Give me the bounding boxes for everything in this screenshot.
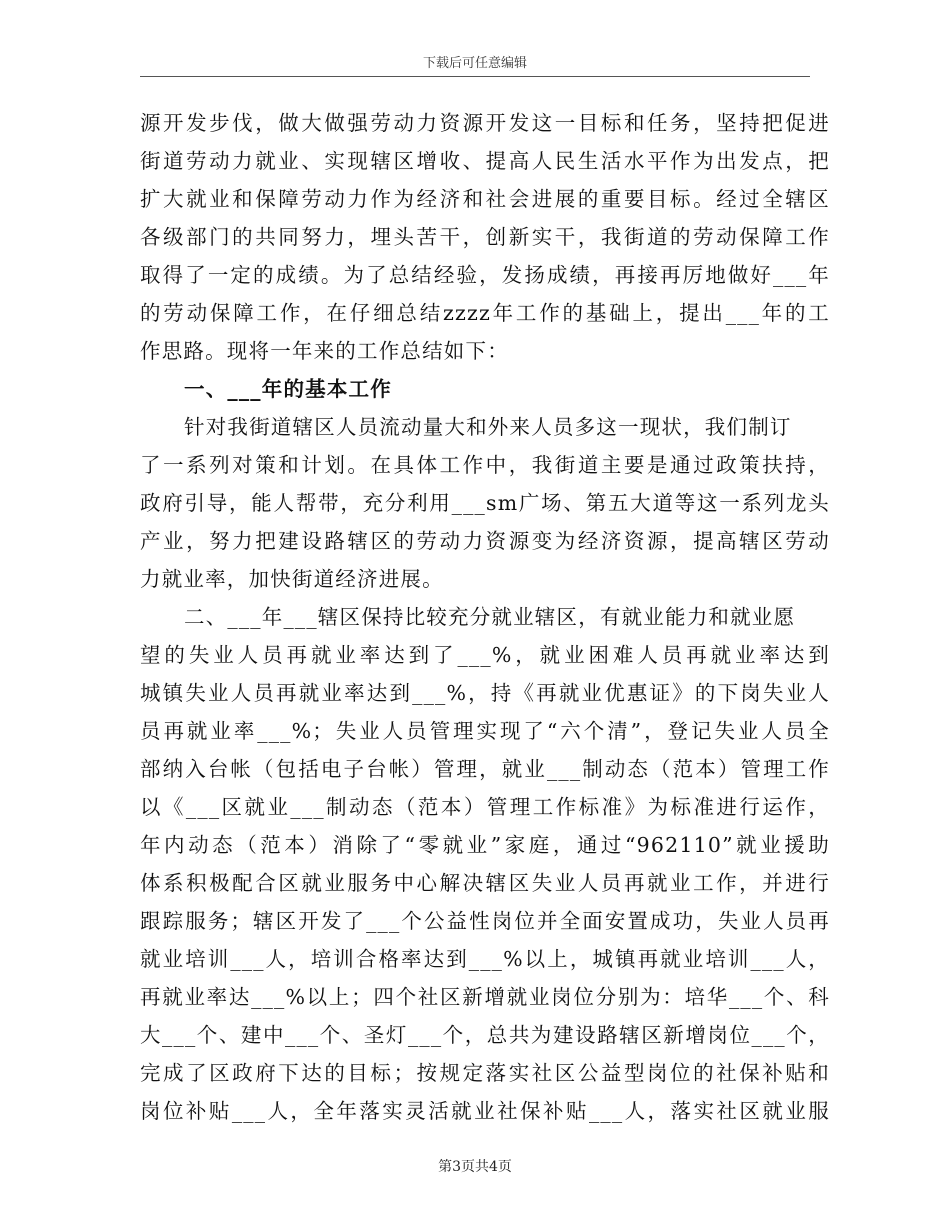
document-body	[140, 104, 830, 1130]
text-line: 大___个、建中___个、圣灯___个，总共为建设路辖区新增岗位___个，	[140, 1023, 830, 1047]
text-line: 部纳入台帐（包括电子台帐）管理，就业___制动态（范本）管理工作	[140, 757, 830, 781]
text-line: 作思路。现将一年来的工作总结如下：	[140, 339, 509, 363]
text-line: 以《___区就业___制动态（范本）管理工作标准》为标准进行运作，	[140, 795, 830, 819]
text-line: 的劳动保障工作，在仔细总结zzzz年工作的基础上，提出___年的工	[140, 301, 830, 325]
page-header: 下载后可任意编辑	[422, 56, 527, 71]
text-line: 体系积极配合区就业服务中心解决辖区失业人员再就业工作，并进行	[140, 871, 830, 895]
text-line: 员再就业率___%；失业人员管理实现了“六个清”，登记失业人员全	[140, 719, 830, 743]
text-line: 望的失业人员再就业率达到了___%，就业困难人员再就业率达到	[140, 643, 830, 667]
text-line: 力就业率，加快街道经济进展。	[140, 567, 444, 591]
text-line: 产业，努力把建设路辖区的劳动力资源变为经济资源，提高辖区劳动	[140, 529, 830, 553]
text-line: 就业培训___人，培训合格率达到___%以上，城镇再就业培训___人，	[140, 947, 830, 971]
text-line: 城镇失业人员再就业率达到___%，持《再就业优惠证》的下岗失业人	[140, 681, 830, 705]
text-line: 岗位补贴___人，全年落实灵活就业社保补贴___人，落实社区就业服	[140, 1099, 830, 1123]
text-line: 取得了一定的成绩。为了总结经验，发扬成绩，再接再厉地做好___年	[140, 263, 830, 287]
page-number: 第3页共4页	[438, 1159, 512, 1175]
text-line: 年内动态（范本）消除了“零就业”家庭，通过“962110”就业援助	[140, 833, 830, 857]
text-line: 了一系列对策和计划。在具体工作中，我街道主要是通过政策扶持，	[140, 453, 830, 477]
text-line: 源开发步伐，做大做强劳动力资源开发这一目标和任务，坚持把促进	[140, 111, 830, 135]
text-line: 跟踪服务；辖区开发了___个公益性岗位并全面安置成功，失业人员再	[140, 909, 830, 933]
text-line: 完成了区政府下达的目标；按规定落实社区公益型岗位的社保补贴和	[140, 1061, 830, 1085]
text-line: 各级部门的共同努力，埋头苦干，创新实干，我街道的劳动保障工作	[140, 225, 830, 249]
text-line: 政府引导，能人帮带，充分利用___sm广场、第五大道等这一系列龙头	[140, 491, 830, 515]
text-line: 街道劳动力就业、实现辖区增收、提高人民生活水平作为出发点，把	[140, 149, 830, 173]
text-line: 再就业率达___%以上；四个社区新增就业岗位分别为：培华___个、科	[140, 985, 830, 1009]
text-line: 针对我街道辖区人员流动量大和外来人员多这一现状，我们制订	[184, 415, 792, 439]
section-heading: 一、___年的基本工作	[184, 377, 392, 401]
header-divider	[140, 76, 810, 77]
text-line: 二、___年___辖区保持比较充分就业辖区，有就业能力和就业愿	[184, 605, 796, 629]
text-line: 扩大就业和保障劳动力作为经济和社会进展的重要目标。经过全辖区	[140, 187, 830, 211]
